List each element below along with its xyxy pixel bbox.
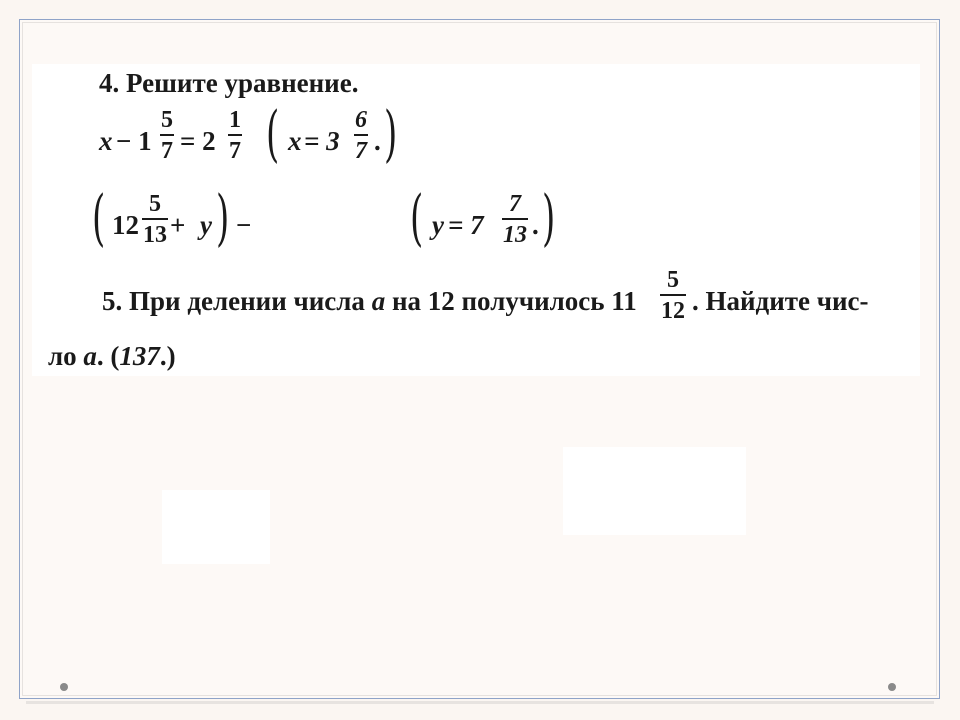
- task5-line2-var: a: [83, 341, 97, 371]
- task5-line2-a: ло: [48, 341, 84, 371]
- bottom-divider: [26, 701, 934, 704]
- scanned-task-image: [32, 64, 920, 376]
- eq1-fraction-b: [228, 108, 242, 163]
- task5-answer: 137: [119, 341, 160, 371]
- task5-line2-b: . (: [96, 341, 120, 371]
- eq1-frac-a-den: 7: [160, 134, 174, 163]
- eq2-plus: +: [170, 210, 186, 240]
- eq2-close-paren: ): [216, 182, 230, 255]
- task5-text-a: 5. При делении числа: [102, 286, 372, 316]
- eq2-fraction: [142, 192, 168, 247]
- eq1-answer-close-paren: ): [384, 98, 398, 171]
- task5-line2: [48, 343, 176, 370]
- eq1-equals: = 2: [180, 126, 216, 156]
- task5-frac-den: 12: [660, 294, 686, 323]
- eq2-frac-num: 5: [149, 191, 161, 217]
- corner-dot-left: [60, 683, 68, 691]
- eq1-var: x: [99, 126, 113, 156]
- eq2-answer-end: .: [532, 210, 539, 240]
- eq2-var: y: [200, 210, 212, 240]
- eq2-ans-num: 7: [509, 191, 521, 217]
- task5-text-c: . Найдите чис-: [692, 286, 869, 316]
- eq2-answer-var: y: [432, 210, 444, 240]
- eq1-answer-eq: = 3: [304, 126, 340, 156]
- eq1-frac-b-den: 7: [228, 134, 242, 163]
- eq2-answer-close-paren: ): [542, 182, 556, 255]
- eq1-answer-open-paren: (: [266, 98, 280, 171]
- eq2-frac-den: 13: [142, 218, 168, 247]
- task4-title: 4. Решите уравнение.: [99, 68, 359, 98]
- task5-line1: [102, 288, 637, 315]
- task5-frac-num: 5: [667, 267, 679, 293]
- blank-patch-right: [563, 447, 746, 535]
- eq2-answer-open-paren: (: [410, 182, 424, 255]
- eq1-answer-var: x: [288, 126, 302, 156]
- eq1-answer-end: .: [374, 126, 381, 156]
- eq2-open-paren: (: [92, 182, 106, 255]
- eq2-whole: 12: [112, 210, 139, 240]
- eq2-ans-den: 13: [502, 218, 528, 247]
- eq1-fraction-a: [160, 108, 174, 163]
- blank-patch-left: [162, 490, 270, 564]
- eq1-ans-den: 7: [354, 134, 368, 163]
- task5-fraction: [660, 268, 686, 323]
- task5-line2-c: .): [159, 341, 176, 371]
- task5-text-b: на 12 получилось 11: [385, 286, 637, 316]
- eq2-answer-fraction: [502, 192, 528, 247]
- task5-var: a: [371, 286, 386, 316]
- eq1-ans-num: 6: [355, 107, 367, 133]
- eq1-answer-fraction: [354, 108, 368, 163]
- eq2-answer-eq: = 7: [448, 210, 484, 240]
- eq1-frac-b-num: 1: [229, 107, 241, 133]
- eq1-minus: − 1: [116, 126, 152, 156]
- eq1-frac-a-num: 5: [161, 107, 173, 133]
- corner-dot-right: [888, 683, 896, 691]
- eq2-minus: −: [236, 210, 252, 240]
